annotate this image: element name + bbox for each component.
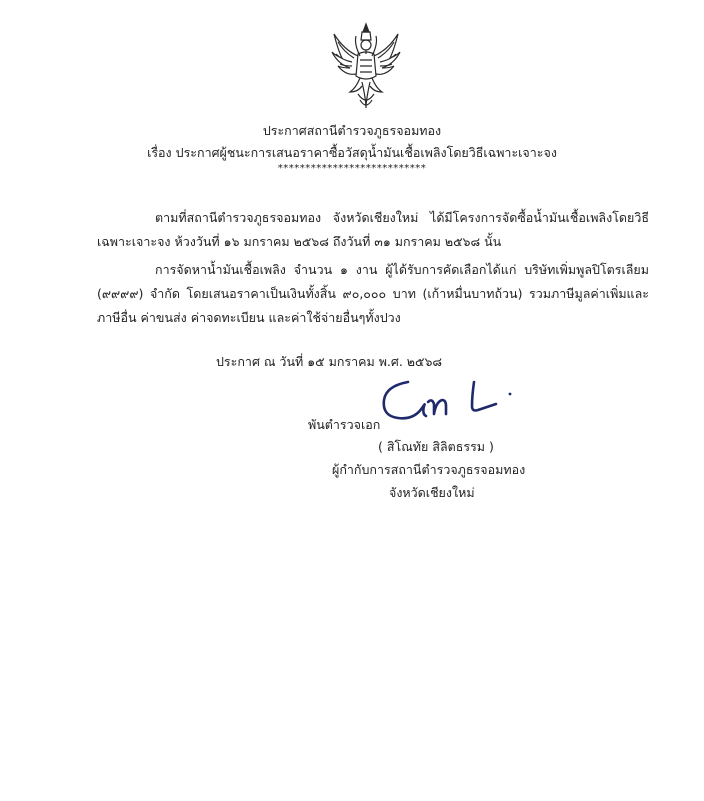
signatory-province: จังหวัดเชียงใหม่ [389, 485, 475, 500]
document-subject: เรื่อง ประกาศผู้ชนะการเสนอราคาซื้อวัสดุน้ำมันเชื้อเพลิงโดยวิธีเฉพาะเจาะจง [147, 145, 557, 160]
paragraph-2-text: การจัดหาน้ำมันเชื้อเพลิง จำนวน ๑ งาน ผู้ได้รับการคัดเลือกได้แก่ บริษัทเพิ่มพูลปิโตรเลียม (๙๙๙๙) จำกัด โดยเสนอราคาเป็นเงินทั้งสิ้น ๙๐,๐๐๐ บาท (เก้าหมื่นบาทถ้วน) รวมภาษีมูลค่าเพิ่มและภาษีอื่น ค่าขนส่ง ค่าจดทะเบียน และค่าใช้จ่ายอื่นๆทั้งปวง [97, 262, 649, 325]
signatory-position: ผู้กำกับการสถานีตำรวจภูธรจอมทอง [332, 462, 526, 477]
paragraph-1-text: ตามที่สถานีตำรวจภูธรจอมทอง จังหวัดเชียงใหม่ ได้มีโครงการจัดซื้อน้ำมันเชื้อเพลิงโดยวิธีเฉพาะเจาะจง ห้วงวันที่ ๑๖ มกราคม ๒๕๖๘ ถึงวันที่ ๓๑ มกราคม ๒๕๖๘ นั้น [97, 210, 649, 249]
document-title: ประกาศสถานีตำรวจภูธรจอมทอง [262, 123, 442, 138]
paragraph-project-notice [97, 206, 649, 254]
garuda-emblem-icon [330, 20, 402, 112]
title-separator: *************************** [277, 163, 427, 174]
handwritten-signature [378, 376, 518, 428]
paragraph-winner-details [97, 258, 649, 330]
signatory-name: ( สิโณทัย สิลิตธรรม ) [378, 439, 494, 454]
announcement-date: ประกาศ ณ วันที่ ๑๕ มกราคม พ.ศ. ๒๕๖๘ [216, 354, 443, 369]
signatory-rank: พันตำรวจเอก [308, 417, 381, 432]
